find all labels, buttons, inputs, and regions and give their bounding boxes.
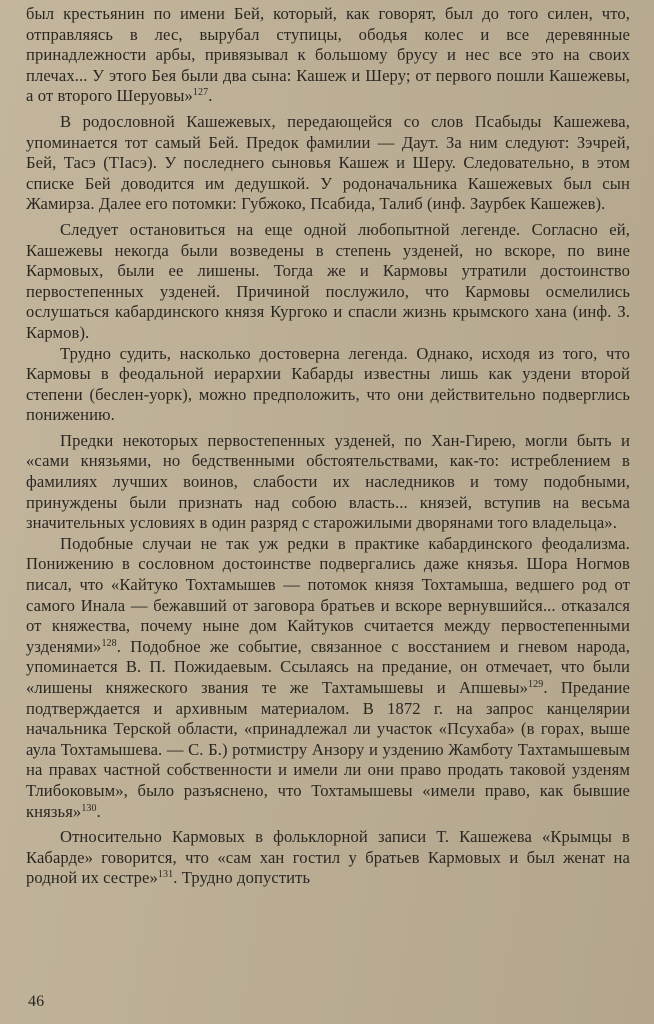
paragraph-text: Предки некоторых первостепенных узденей, по Хан-Гирею, могли быть и «сами князьями, но бедственными обстоятельствами, как-то: истреблением в фамилиях лучших воинов, слабости их наследников и тому подобными, принуждены были признать над собою власть... князей, вступив на весьма значительных условиях в один разряд с старожилыми дворянами того владельца». — [26, 430, 630, 533]
footnote-ref: 130 — [81, 802, 97, 814]
paragraph-3 — [26, 220, 630, 344]
paragraph-6 — [26, 534, 630, 822]
paragraph-2 — [26, 112, 630, 215]
paragraph-4 — [26, 344, 630, 426]
footnote-ref: 127 — [192, 87, 209, 99]
paragraph-5 — [26, 431, 630, 534]
paragraph-text-tail: . — [208, 86, 213, 106]
footnote-ref: 131 — [157, 869, 174, 881]
paragraph-7 — [26, 827, 630, 889]
paragraph-text: Следует остановиться на еще одной любопытной легенде. Согласно ей, Кашежевы некогда были возведены в степень узденей, но вскоре, по вине Кармовых, были ее лишены. Тогда же и Кармовы утратили достоинство первостепенных узденей. Причиной послужило, что Кармовы осмелились ослушаться кабардинского князя Кургоко и спасли жизнь крымского хана (инф. З. Кармов). — [26, 219, 630, 342]
paragraph-text: В родословной Кашежевых, передающейся со слов Псабыды Кашежева, упоминается тот самый Бей. Предок фамилии — Даут. За ним следуют: Зэчрей, Бей, Тасэ (ТIасэ). У последнего сыновья Кашеж и Шеру. Следовательно, в этом списке Бей доводится им дедушкой. У родоначальника Кашежевых был сын Жамирза. Далее его потомки: Губжоко, Псабида, Талиб (инф. Заурбек Кашежев). — [26, 111, 630, 214]
footnote-ref: 128 — [101, 637, 117, 649]
paragraph-text: Трудно судить, насколько достоверна легенда. Однако, исходя из того, что Кармовы в феодальной иерархии Кабарды известны лишь как уздени второй степени (беслен-уорк), можно предположить, что они действительно подверглись понижению. — [26, 343, 630, 425]
paragraph-text-continued: . Подобное же событие, связанное с восстанием и гневом народа, упоминается В. П. Пожидаевым. Ссылаясь на предание, он отмечает, что были «лишены княжеского звания те же Тахтамышевы и Апшевы» — [26, 636, 630, 697]
paragraph-text: был крестьянин по имени Бей, который, как говорят, был до того силен, что, отправляясь в лес, вырубал ступицы, ободья колес и все деревянные принадлежности арбы, привязывал к большому брусу и нес все это на своих плечах... У этого Бея были два сына: Кашеж и Шеру; от первого пошли Кашежевы, а от второго Шеруовы» — [26, 4, 630, 106]
paragraph-text-tail: . Трудно допустить — [173, 868, 311, 888]
paragraph-1 — [26, 4, 630, 107]
paragraph-text: Относительно Кармовых в фольклорной записи Т. Кашежева «Крымцы в Кабарде» говорится, что «сам хан гостил у братьев Кармовых и был женат на родной их сестре» — [26, 827, 630, 888]
footnote-ref: 129 — [528, 679, 544, 690]
page-number: 46 — [28, 993, 45, 1010]
paragraph-text-continued: . Предание подтверждается и архивным материалом. В 1872 г. на запрос канцелярии начальника Терской области, «принадлежал ли участок «Псухаба» (в горах, выше аула Тохтамышева. — С. Б.) ротмистру Анзору и уздению Жамботу Тахтамышевым на правах частной собственности и имели ли они право продать таковой узденям Тлибоковым», было разъяснено, что Тохтамышевы «имели право, как бывшие князья» — [26, 678, 630, 821]
paragraph-text: Подобные случаи не так уж редки в практике кабардинского феодализма. Понижению в сословном достоинстве подвергались даже князья. Шора Ногмов писал, что «Кайтуко Тохтамышев — потомок князя Тохтамыша, ведшего род от самого Инала — бежавший от заговора братьев и вскоре вернувшийся... отказался от княжества, почему ныне дом Кайтуков считается между первостепенными узденями» — [26, 533, 630, 656]
paragraph-text-tail: . — [96, 801, 101, 821]
